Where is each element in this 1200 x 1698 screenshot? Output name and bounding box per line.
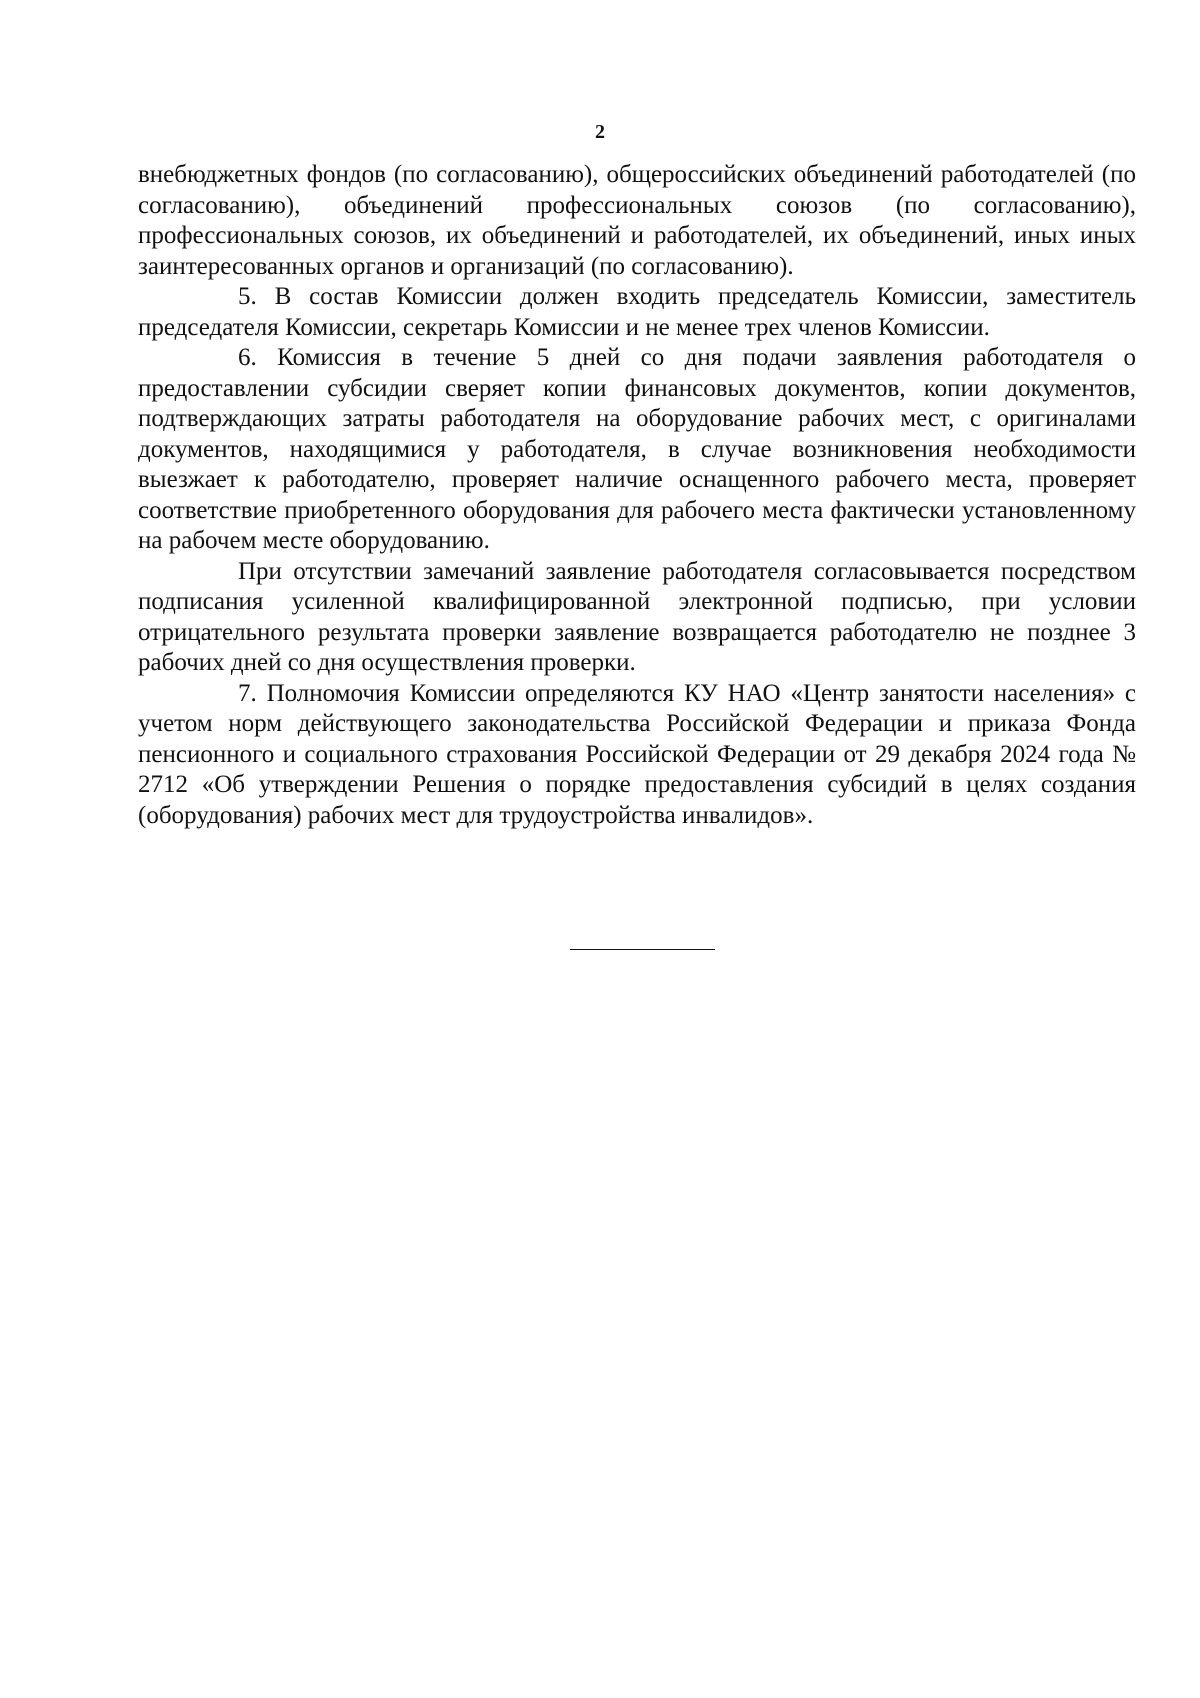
paragraph-continuation: внебюджетных фондов (по согласованию), общероссийских объединений работодателей (по согласованию), объединений профессиональных союзов (по согласованию), профессиональных союзов, их объединений и работодателей, их объединений, иных иных заинтересованных органов и организаций (по согласованию). [138,161,1136,280]
paragraph-item-6: 6. Комиссия в течение 5 дней со дня подачи заявления работодателя о предоставлении субсидии сверяет копии финансовых документов, копии документов, подтверждающих затраты работодателя на оборудование рабочих мест, с оригиналами документов, находящимися у работодателя, в случае возникновения необходимости выезжает к работодателю, проверяет наличие оснащенного рабочего места, проверяет соответствие приобретенного оборудования для рабочего места фактически установленному на рабочем месте оборудованию. [138,344,1136,554]
paragraph-item-7: 7. Полномочия Комиссии определяются КУ НАО «Центр занятости населения» с учетом норм действующего законодательства Российской Федерации и приказа Фонда пенсионного и социального страхования Российской Федерации от 29 декабря 2024 года № 2712 «Об утверждении Решения о порядке предоставления субсидий в целях создания (оборудования) рабочих мест для трудоустройства инвалидов». [138,679,1136,829]
paragraph-item-5: 5. В состав Комиссии должен входить председатель Комиссии, заместитель председателя Комиссии, секретарь Комиссии и не менее трех членов Комиссии. [138,283,1136,341]
document-body [138,160,1136,831]
paragraph-approval-conditions: При отсутствии замечаний заявление работодателя согласовывается посредством подписания усиленной квалифицированной электронной подписью, при условии отрицательного результата проверки заявление возвращается работодателю не позднее 3 рабочих дней со дня осуществления проверки. [138,557,1136,676]
end-of-document-divider [570,949,715,950]
page-number: 2 [595,121,605,143]
